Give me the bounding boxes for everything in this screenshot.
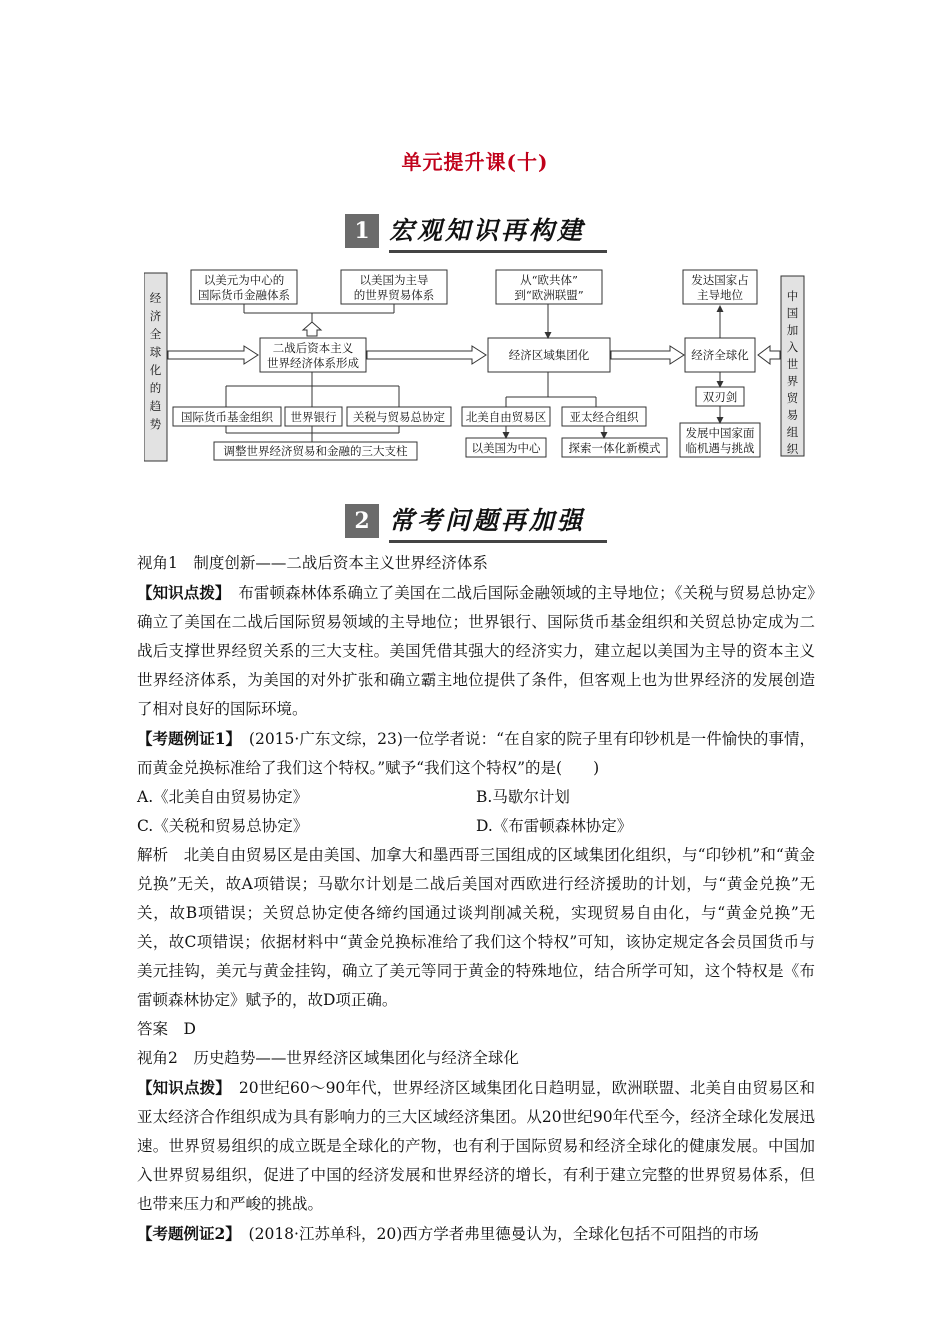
right-label-char-4: 世	[786, 357, 799, 371]
knowledge-paragraph-2	[137, 1073, 815, 1219]
right-label-char-7: 易	[786, 408, 799, 422]
left-label-char-1: 济	[149, 309, 162, 323]
example-text: (2015·广东文综，23)一位学者说：“在自家的院子里有印钞机是一件愉快的事情，而黄金兑换标准给了我们这个特权。”赋予“我们这个特权”的是( )	[137, 730, 815, 777]
left-label-char-4: 化	[149, 363, 162, 377]
example-label: 【考题例证2】	[137, 1224, 234, 1243]
box-system-line1: 二战后资本主义	[272, 341, 354, 355]
knowledge-diagram	[144, 264, 806, 462]
section-heading-2	[345, 504, 607, 538]
box-global-text: 经济全球化	[691, 348, 749, 362]
options-row-2	[137, 812, 815, 841]
box-double-text: 双刃剑	[702, 390, 738, 404]
option-a: A.《北美自由贸易协定》	[137, 788, 309, 806]
box-gatt-text: 关税与贸易总协定	[353, 410, 445, 424]
box-imf-text: 国际货币基金组织	[181, 410, 273, 424]
arrow-center	[367, 346, 486, 364]
analysis-paragraph: 解析 北美自由贸易区是由美国、加拿大和墨西哥三国组成的区域集团化组织，与“印钞机”和“黄金兑换”无关，故A项错误；马歇尔计划是二战后美国对西欧进行经济援助的计划，与“黄金兑换”无关，故B项错误；关贸总协定使各缔约国通过谈判削减关税，实现贸易自由化，与“黄金兑换”无关，故C项错误；依据材料中“黄金兑换标准给了我们这个特权”可知，该协定规定各会员国货币与美元挂钩，美元与黄金挂钩，确立了美元等同于黄金的特殊地位，结合所学可知，这个特权是《布雷顿森林协定》赋予的，故D项正确。	[137, 846, 815, 1009]
box-apec-text: 亚太经合组织	[569, 410, 639, 424]
view1-title: 视角1 制度创新——二战后资本主义世界经济体系	[137, 554, 488, 572]
box-system-line2: 世界经济体系形成	[267, 356, 359, 370]
divider	[389, 540, 607, 543]
left-label-char-2: 全	[149, 327, 162, 341]
example-paragraph-2	[137, 1219, 815, 1249]
right-label-char-0: 中	[786, 289, 799, 303]
left-label-char-0: 经	[149, 291, 162, 305]
options-row-1	[137, 783, 815, 812]
box-developed-line2: 主导地位	[697, 288, 743, 302]
box-ec-eu-line1: 从“欧共体”	[520, 273, 578, 287]
box-regional-text: 经济区域集团化	[508, 348, 590, 362]
box-ec-eu-line2: 到“欧洲联盟”	[514, 288, 584, 302]
section-title: 常考问题再加强	[389, 506, 586, 535]
right-label-char-6: 贸	[786, 391, 799, 405]
example-text: (2018·江苏单科，20)西方学者弗里德曼认为，全球化包括不可阻挡的市场	[233, 1225, 759, 1243]
knowledge-text: 布雷顿森林体系确立了美国在二战后国际金融领域的主导地位；《关税与贸易总协定》确立了美国在二战后国际贸易领域的主导地位；世界银行、国际货币基金组织和关贸总协定成为二战后支撑世界经贸关系的三大支柱。美国凭借其强大的经济实力，建立起以美国为主导的资本主义世界经济体系，为美国的对外扩张和确立霸主地位提供了条件，但客观上也为世界经济的发展创造了相对良好的国际环境。	[137, 584, 815, 718]
arrow-right	[611, 346, 684, 364]
knowledge-paragraph-1	[137, 578, 815, 724]
divider	[389, 250, 607, 253]
box-china-line2: 临机遇与挑战	[685, 441, 755, 455]
page-title: 单元提升课(十)	[401, 150, 549, 174]
example-label: 【考题例证1】	[137, 729, 234, 748]
left-label-char-3: 球	[149, 345, 162, 359]
box-worldbank-text: 世界银行	[290, 410, 337, 424]
view2-title: 视角2 历史趋势——世界经济区域集团化与经济全球化	[137, 1049, 519, 1067]
left-label-char-6: 趋	[149, 399, 162, 413]
right-label-char-8: 组	[786, 425, 799, 439]
box-china-line1: 发展中国家面	[685, 426, 755, 440]
option-d: D.《布雷顿森林协定》	[476, 817, 633, 835]
right-label-char-3: 入	[786, 340, 799, 354]
box-developed-line1: 发达国家占	[691, 273, 749, 287]
box-us-center-text: 以美国为中心	[471, 441, 541, 455]
option-c: C.《关税和贸易总协定》	[137, 817, 309, 835]
box-pillars-text: 调整世界经济贸易和金融的三大支柱	[223, 444, 408, 458]
section-number: 1	[345, 214, 379, 248]
right-label-char-5: 界	[786, 374, 799, 388]
option-b: B.马歇尔计划	[476, 788, 570, 806]
right-label-char-9: 织	[786, 442, 799, 456]
content-body	[137, 549, 815, 1249]
knowledge-label: 【知识点拨】	[137, 583, 223, 602]
box-monetary-line2: 国际货币金融体系	[198, 288, 290, 302]
right-label-char-2: 加	[786, 323, 799, 337]
section-number: 2	[345, 504, 379, 538]
box-trade-line2: 的世界贸易体系	[353, 288, 435, 302]
left-label-char-5: 的	[149, 381, 162, 395]
left-label-char-7: 势	[149, 417, 162, 431]
arrow-china	[758, 346, 780, 364]
section-heading-1	[345, 214, 607, 248]
arrow-left	[168, 346, 258, 364]
box-nafta-text: 北美自由贸易区	[465, 410, 547, 424]
example-paragraph-1	[137, 724, 815, 783]
right-label-char-1: 国	[786, 306, 799, 320]
box-trade-line1: 以美国为主导	[359, 273, 429, 287]
box-monetary-line1: 以美元为中心的	[203, 273, 285, 287]
box-explore-text: 探索一体化新模式	[568, 441, 661, 455]
knowledge-text: 20世纪60～90年代，世界经济区域集团化日趋明显，欧洲联盟、北美自由贸易区和亚太经济合作组织成为具有影响力的三大区域经济集团。从20世纪90年代至今，经济全球化发展迅速。世界贸易组织的成立既是全球化的产物，也有利于国际贸易和经济全球化的健康发展。中国加入世界贸易组织，促进了中国的经济发展和世界经济的增长，有利于建立完整的世界贸易体系，但也带来压力和严峻的挑战。	[137, 1079, 815, 1213]
knowledge-label: 【知识点拨】	[137, 1078, 224, 1097]
answer-line: 答案 D	[137, 1020, 196, 1038]
section-title: 宏观知识再构建	[389, 216, 586, 245]
